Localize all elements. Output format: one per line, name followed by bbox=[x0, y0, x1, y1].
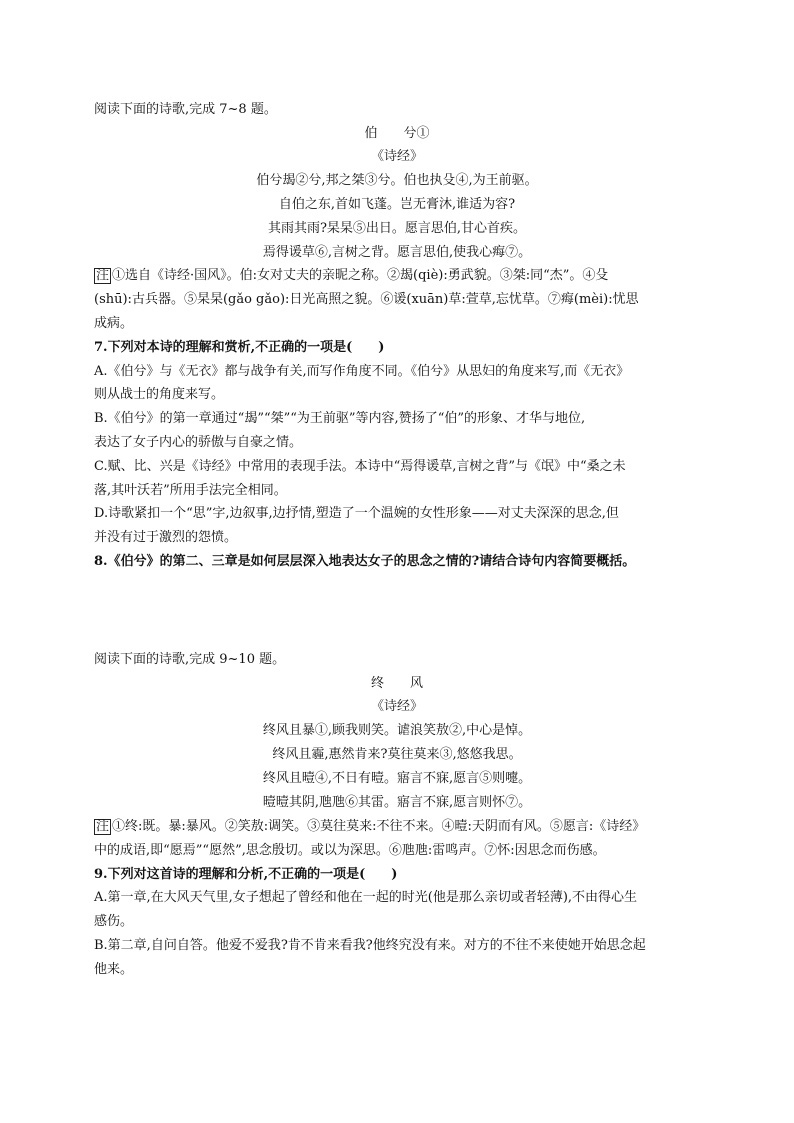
poem2-note-line-2: 中的成语,即“愿焉”“愿然”,思念殷切。或以为深思。⑥虺虺:雷鸣声。⑦怀:因思念而伤感。 bbox=[94, 843, 606, 858]
poem1-source: 《诗经》 bbox=[370, 149, 423, 164]
poem1-line-2: 自伯之东,首如飞蓬。岂无膏沐,谁适为容? bbox=[278, 197, 516, 212]
q7-option-a-2: 则从战士的角度来写。 bbox=[94, 387, 225, 402]
note-label-box: 注 bbox=[96, 819, 110, 834]
poem2-line-1: 终风且暴①,顾我则笑。谑浪笑敖②,中心是悼。 bbox=[262, 723, 532, 738]
poem1-line-4: 焉得谖草⑥,言树之背。愿言思伯,使我心痗⑦。 bbox=[262, 245, 532, 260]
q9-option-a-2: 感伤。 bbox=[94, 914, 134, 929]
q8-stem: 8.《伯兮》的第二、三章是如何层层深入地表达女子的思念之情的?请结合诗句内容简要概括。 bbox=[94, 554, 636, 569]
poem1-line-1: 伯兮朅②兮,邦之桀③兮。伯也执殳④,为王前驱。 bbox=[256, 173, 538, 188]
q9-option-a-1: A.第一章,在大风天气里,女子想起了曾经和他在一起的时光(他是那么亲切或者轻薄),不由得心生 bbox=[94, 890, 638, 905]
poem1-note-text-1: ①选自《诗经·国风》。伯:女对丈夫的亲昵之称。②朅(qiè):勇武貌。③桀:同“杰”。④殳 bbox=[112, 268, 609, 283]
poem2-source: 《诗经》 bbox=[370, 699, 423, 714]
poem2-line-3: 终风且曀④,不日有曀。寤言不寐,愿言⑤则嚏。 bbox=[262, 771, 532, 786]
q7-stem: 7.下列对本诗的理解和赏析,不正确的一项是( ) bbox=[94, 340, 385, 355]
q9-option-b-1: B.第二章,自问自答。他爱不爱我?肯不肯来看我?他终究没有来。对方的不往不来使她开始思念起 bbox=[94, 938, 646, 953]
poem2-note-text-1: ①终:既。暴:暴风。②笑敖:调笑。③莫往莫来:不往不来。④曀:天阴而有风。⑤愿言:《诗经》 bbox=[112, 819, 646, 834]
poem2-note-line-1 bbox=[94, 818, 645, 836]
poem1-note-line-2: (shū):古兵器。⑤杲杲(gǎo gǎo):日光高照之貌。⑥谖(xuān)草:萱草,忘忧草。⑦痗(mèi):忧思 bbox=[94, 292, 639, 307]
q7-option-a-1: A.《伯兮》与《无衣》都与战争有关,而写作角度不同。《伯兮》从思妇的角度来写,而《无衣》 bbox=[94, 364, 630, 379]
q7-option-c-1: C.赋、比、兴是《诗经》中常用的表现手法。本诗中“焉得谖草,言树之背”与《氓》中“桑之未 bbox=[94, 459, 626, 474]
poem1-note-line-3: 成病。 bbox=[94, 316, 134, 331]
poem1-note-line-1 bbox=[94, 267, 608, 285]
poem2-title: 终 风 bbox=[370, 676, 423, 691]
q7-option-c-2: 落,其叶沃若”所用手法完全相同。 bbox=[94, 483, 287, 498]
poem2-line-4: 曀曀其阴,虺虺⑥其雷。寤言不寐,愿言则怀⑦。 bbox=[262, 795, 532, 810]
poem2-line-2: 终风且霾,惠然肯来?莫往莫来③,悠悠我思。 bbox=[272, 747, 522, 762]
q9-stem: 9.下列对这首诗的理解和分析,不正确的一项是( ) bbox=[94, 867, 398, 882]
note-label-box: 注 bbox=[96, 268, 110, 283]
q7-option-b-1: B.《伯兮》的第一章通过“朅”“桀”“为王前驱”等内容,赞扬了“伯”的形象、才华与地位, bbox=[94, 411, 586, 426]
section1-intro: 阅读下面的诗歌,完成 7~8 题。 bbox=[94, 102, 277, 117]
q9-option-b-2: 他来。 bbox=[94, 962, 134, 977]
poem1-line-3: 其雨其雨?杲杲⑤出日。愿言思伯,甘心首疾。 bbox=[267, 221, 527, 236]
q7-option-b-2: 表达了女子内心的骄傲与自豪之情。 bbox=[94, 435, 303, 450]
poem1-title: 伯 兮① bbox=[364, 126, 430, 141]
q7-option-d-2: 并没有过于激烈的怨愤。 bbox=[94, 530, 238, 545]
section2-intro: 阅读下面的诗歌,完成 9~10 题。 bbox=[94, 652, 286, 667]
q7-option-d-1: D.诗歌紧扣一个“思”字,边叙事,边抒情,塑造了一个温婉的女性形象——对丈夫深深的思念,但 bbox=[94, 506, 619, 521]
